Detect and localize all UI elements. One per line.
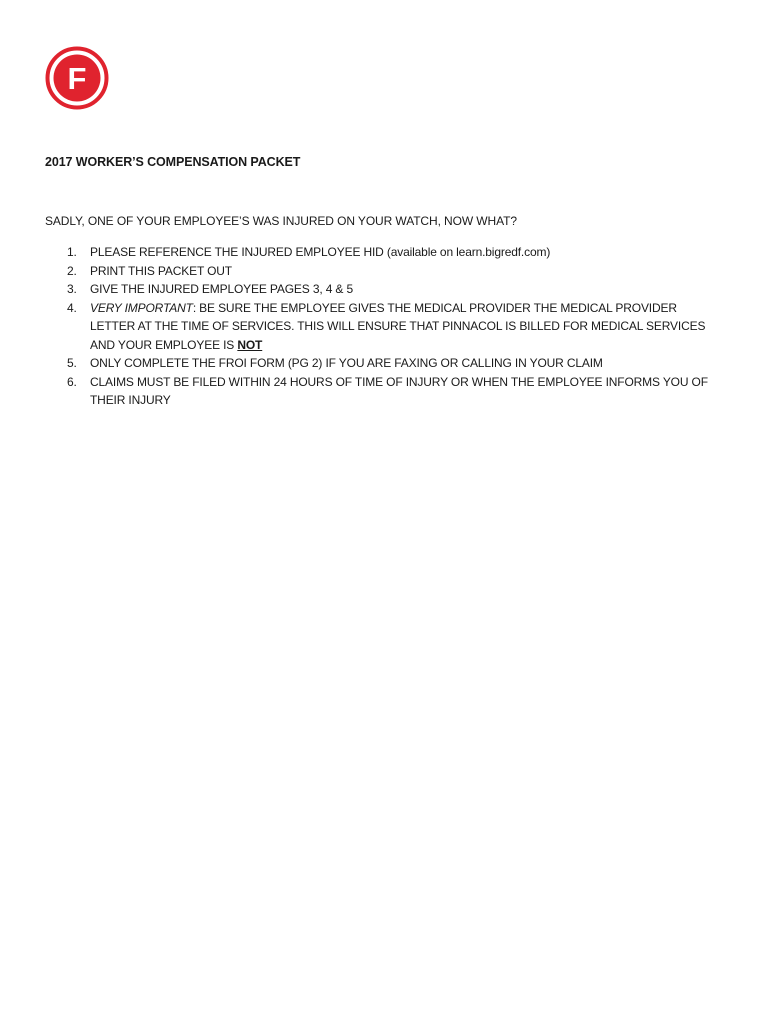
step-text: GIVE THE INJURED EMPLOYEE PAGES 3, 4 & 5 [90, 282, 353, 296]
intro-text: SADLY, ONE OF YOUR EMPLOYEE’S WAS INJURED ON YOUR WATCH, NOW WHAT? [45, 214, 517, 228]
document-title: 2017 WORKER’S COMPENSATION PACKET [45, 155, 301, 169]
step-text: CLAIMS MUST BE FILED WITHIN 24 HOURS OF TIME OF INJURY OR WHEN THE EMPLOYEE INFORMS YOU OF THEIR INJURY [90, 374, 708, 407]
list-item [45, 280, 725, 299]
step-text: ONLY COMPLETE THE FROI FORM (PG 2) IF YOU ARE FAXING OR CALLING IN YOUR CLAIM [90, 356, 603, 370]
step-body: : BE SURE THE EMPLOYEE GIVES THE MEDICAL PROVIDER THE MEDICAL PROVIDER LETTER AT THE TIME OF SERVICES. THIS WILL ENSURE THAT PINNACOL IS BILLED FOR MEDICAL SERVICES AND YOUR EMPLOYEE IS [90, 300, 706, 352]
step-number: 6. [67, 374, 77, 389]
step-text: PLEASE REFERENCE THE INJURED EMPLOYEE HID (available on learn.bigredf.com) [90, 245, 551, 259]
step-text: PRINT THIS PACKET OUT [90, 263, 232, 278]
list-item [45, 354, 725, 373]
step-number: 1. [67, 245, 77, 259]
step-emphasis-not: NOT [237, 337, 263, 352]
list-item [45, 243, 725, 262]
list-item [45, 299, 725, 355]
steps-list [45, 243, 725, 410]
step-number: 4. [67, 300, 77, 315]
f-stamp-icon [44, 45, 110, 111]
step-emphasis-lead: VERY IMPORTANT [90, 300, 193, 315]
step-number: 3. [67, 282, 77, 296]
step-number: 5. [67, 356, 77, 370]
step-number: 2. [67, 263, 77, 278]
list-item [45, 262, 725, 281]
step-text [90, 299, 725, 355]
list-item [45, 373, 725, 410]
logo-letter: F [67, 61, 87, 96]
company-logo [44, 45, 110, 111]
